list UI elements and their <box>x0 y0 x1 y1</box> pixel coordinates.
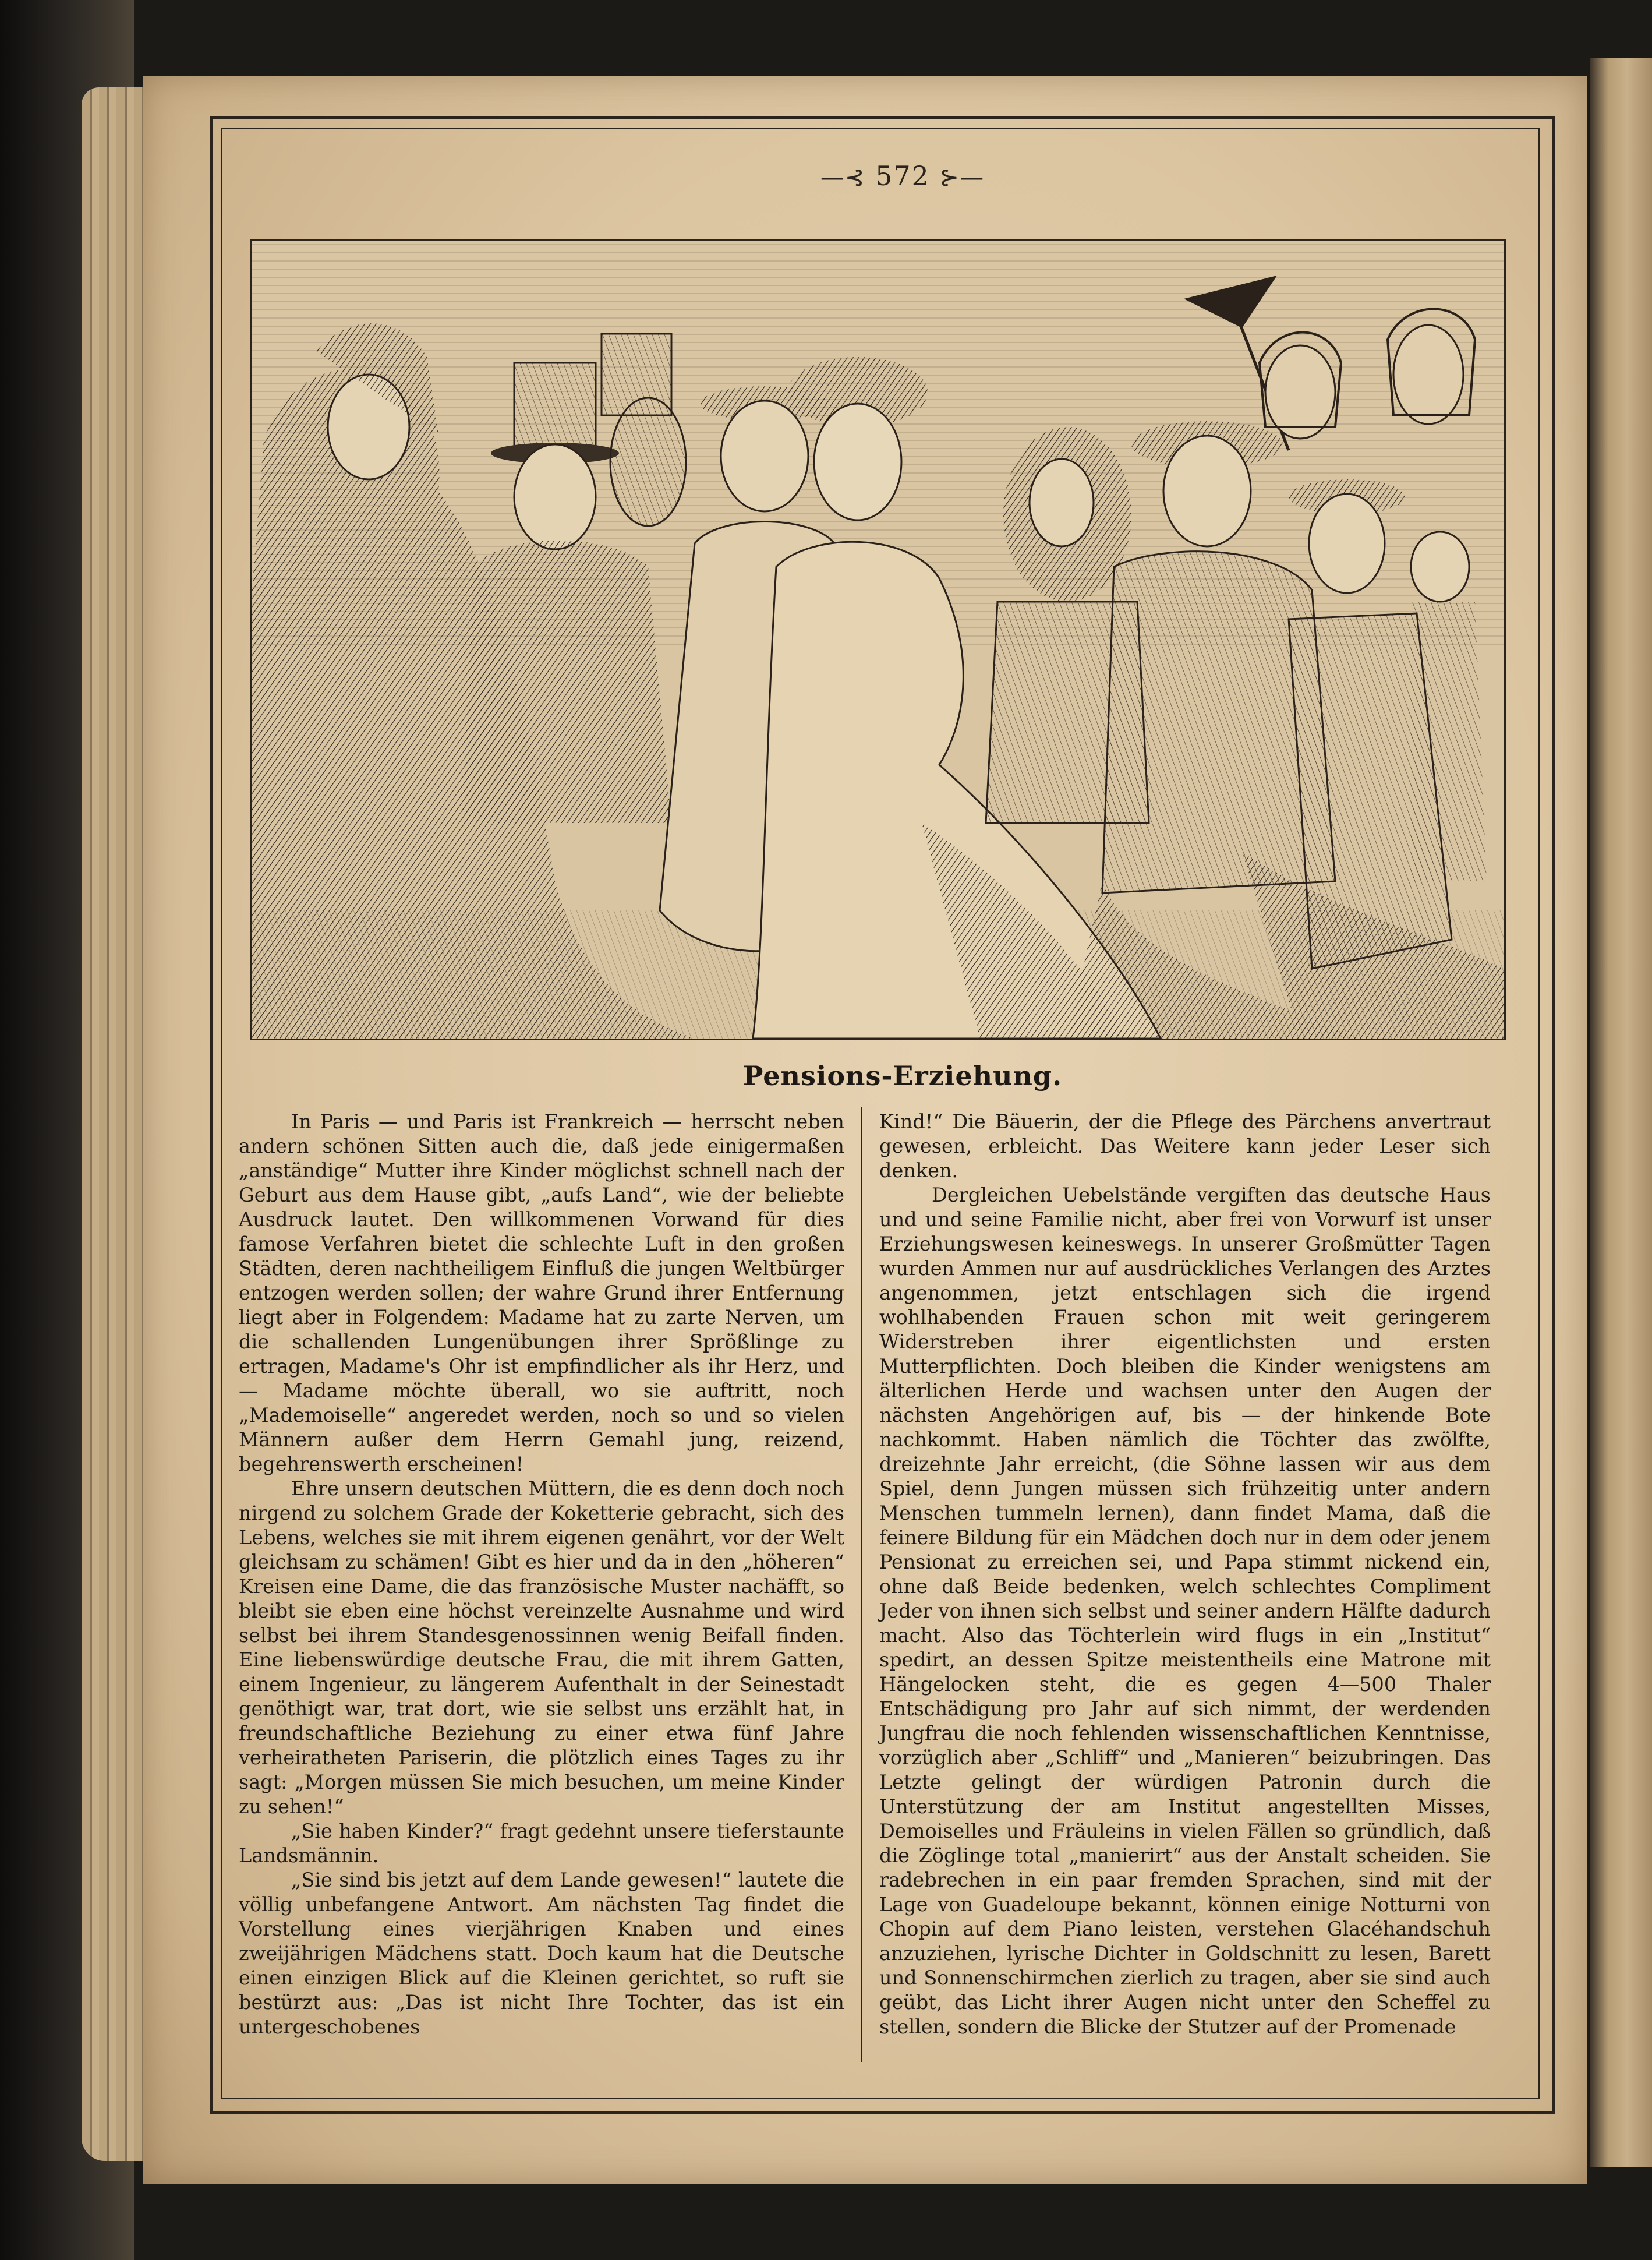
paragraph: Ehre unsern deutschen Müttern, die es denn doch noch nirgend zu solchem Grade der Koketterie gebracht, sich des Lebens, welches sie mit ihrem eigenen genährt, vor der Welt gleichsam zu schämen! Gibt es hier und da in den „höheren“ Kreisen eine Dame, die das französische Muster nachäfft, so bleibt sie eben eine höchst vereinzelte Ausnahme und wird selbst bei ihrem Standesgenossinnen wenig Beifall finden. Eine liebenswürdige deutsche Frau, die mit ihrem Gatten, einem Ingenieur, zu längerem Aufenthalt in der Seinestadt genöthigt war, trat dort, wie sie selbst uns erzählt hat, in freundschaftliche Beziehung zu einer etwa fünf Jahre verheiratheten Pariserin, die plötzlich eines Tages zu ihr sagt: „Morgen müssen Sie mich besuchen, um meine Kinder zu sehen!“ <box>239 1477 844 1818</box>
paragraph: In Paris — und Paris ist Frankreich — herrscht neben andern schönen Sitten auch die, daß jede einigermaßen „anständige“ Mutter ihre Kinder möglichst schnell nach der Geburt aus dem Hause gibt, „aufs Land“, wie der beliebte Ausdruck lautet. Den willkommenen Vorwand für dies famose Verfahren bietet die schlechte Luft in den großen Städten, deren nachtheiligem Einfluß die jungen Weltbürger entzogen werden sollen; der wahre Grund ihrer Entfernung liegt aber in Folgendem: Madame hat zu zarte Nerven, um die schallenden Lungenübungen ihrer Sprößlinge zu ertragen, Madame's Ohr ist empfindlicher als ihr Herz, und — Madame möchte überall, wo sie auftritt, noch „Mademoiselle“ angeredet werden, noch so und so vielen Männern außer dem Herrn Gemahl jung, reizend, begehrenswerth erscheinen! <box>239 1110 844 1475</box>
page-number: 572 <box>875 160 930 192</box>
article-title: Pensions-Erziehung. <box>742 1060 1063 1092</box>
column-divider <box>861 1107 862 2062</box>
text-column-left <box>239 1110 844 2039</box>
ornament-left: —⊰ <box>820 164 866 191</box>
text-column-right <box>879 1110 1491 2039</box>
paragraph: Kind!“ Die Bäuerin, der die Pflege des Pärchens anvertraut gewesen, erbleicht. Das Weitere kann jeder Leser sich denken. <box>879 1110 1491 1182</box>
page-number-header <box>757 160 1048 192</box>
ornament-right: ⊱— <box>939 164 985 191</box>
paragraph: „Sie sind bis jetzt auf dem Lande gewesen!“ lautete die völlig unbefangene Antwort. Am nächsten Tag findet die Vorstellung eines vierjährigen Knaben und eines zweijährigen Mädchens statt. Doch kaum hat die Deutsche einen einzigen Blick auf die Kleinen gerichtet, so ruft sie bestürzt aus: „Das ist nicht Ihre Tochter, das ist ein untergeschobenes <box>239 1869 844 2038</box>
paragraph: Dergleichen Uebelstände vergiften das deutsche Haus und und seine Familie nicht, aber frei von Vorwurf ist unser Erziehungswesen keineswegs. In unserer Großmütter Tagen wurden Ammen nur auf ausdrückliches Verlangen des Arztes angenommen, jetzt entschlagen sich die irgend wohlhabenden Frauen schon mit weit geringerem Widerstreben ihrer eigentlichsten und ersten Mutterpflichten. Doch bleiben die Kinder wenigstens am älterlichen Herde und wachsen unter den Augen der nächsten Angehörigen auf, bis — der hinkende Bote nachkommt. Haben nämlich die Töchter das zwölfte, dreizehnte Jahr erreicht, (die Söhne lassen wir aus dem Spiel, denn Jungen müssen sich frühzeitig unter andern Menschen tummeln lernen), dann findet Mama, daß die feinere Bildung für ein Mädchen doch nur in dem oder jenem Pensionat zu erreichen sei, und Papa stimmt nickend ein, ohne daß Beide bedenken, welch schlechtes Compliment Jeder von ihnen sich selbst und seiner andern Hälfte dadurch macht. Also das Töchterlein wird flugs in ein „Institut“ spedirt, an dessen Spitze meistentheils eine Matrone mit Hängelocken steht, die es gegen 4—500 Thaler Entschädigung pro Jahr auf sich nimmt, der werdenden Jungfrau die noch fehlenden wissenschaftlichen Kenntnisse, vorzüglich aber „Schliff“ und „Manieren“ beizubringen. Das Letzte gelingt der würdigen Patronin durch die Unterstützung der am Institut angestellten Misses, Demoiselles und Fräuleins in vielen Fällen so gründlich, daß die Zöglinge total „manierirt“ aus der Anstalt scheiden. Sie radebrechen in ein paar fremden Sprachen, sind mit der Lage von Guadeloupe bekannt, können einige Notturni von Chopin auf dem Piano leisten, verstehen Glacéhandschuh anzuziehen, lyrische Dichter in Goldschnitt zu lesen, Barett und Sonnenschirmchen zierlich zu tragen, aber sie sind auch geübt, das Licht ihrer Augen nicht unter den Scheffel zu stellen, sondern die Blicke der Stutzer auf der Promenade <box>879 1184 1491 2038</box>
facing-page-edge <box>1590 58 1652 2167</box>
paragraph: „Sie haben Kinder?“ fragt gedehnt unsere tieferstaunte Landsmännin. <box>239 1820 844 1867</box>
engraving-illustration <box>250 239 1506 1040</box>
